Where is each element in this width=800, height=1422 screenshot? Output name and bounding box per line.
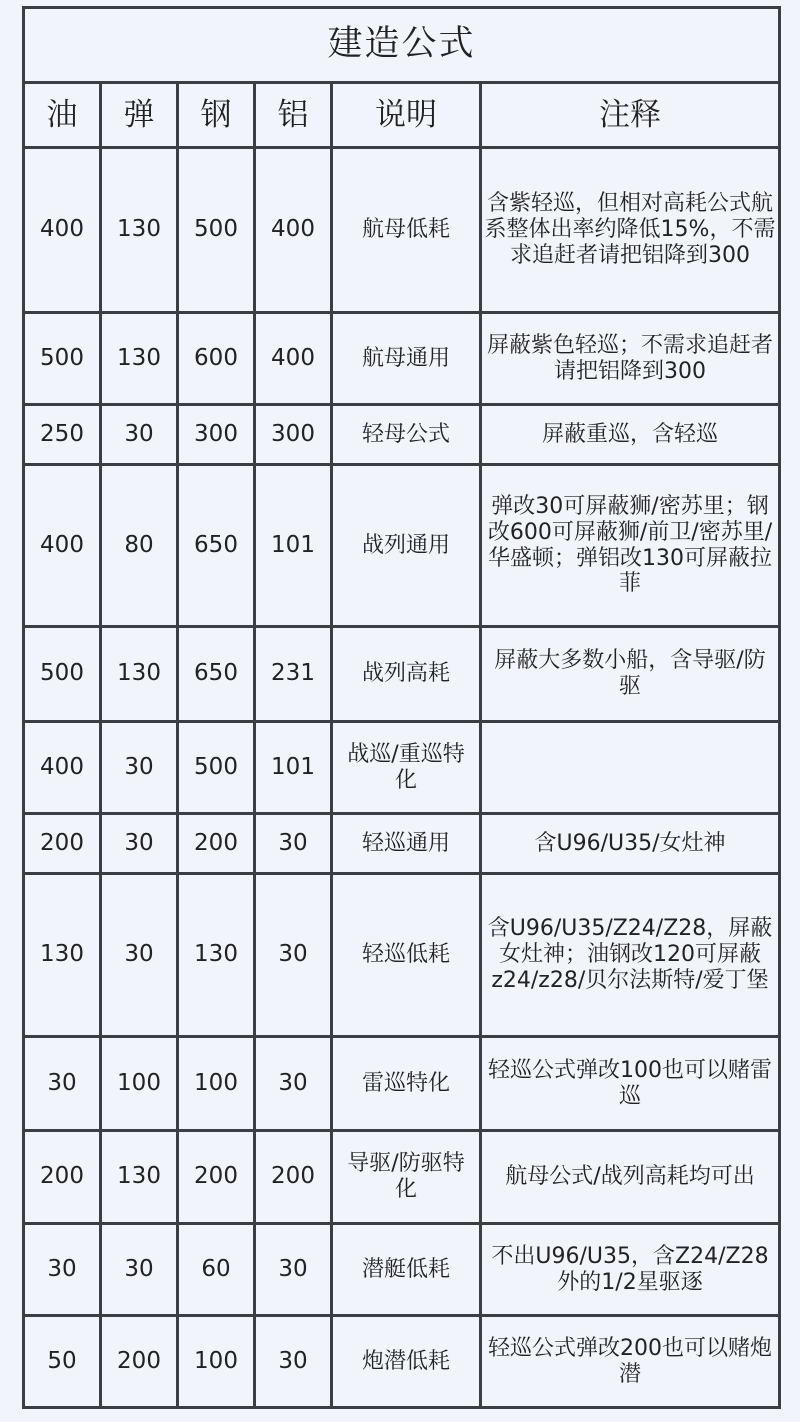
cell-oil: 500 (24, 313, 101, 405)
cell-note: 弹改30可屏蔽狮/密苏里；钢改600可屏蔽狮/前卫/密苏里/华盛顿；弹铝改130可屏蔽拉菲 (481, 465, 780, 627)
cell-note: 含U96/U35/Z24/Z28，屏蔽女灶神；油钢改120可屏蔽z24/z28/贝尔法斯特/爱丁堡 (481, 874, 780, 1037)
cell-bauxite: 30 (255, 814, 332, 874)
cell-description: 战列通用 (332, 465, 481, 627)
cell-oil: 250 (24, 405, 101, 465)
cell-bauxite: 300 (255, 405, 332, 465)
header-description: 说明 (332, 83, 481, 148)
cell-steel: 200 (178, 1131, 255, 1224)
cell-note: 不出U96/U35，含Z24/Z28外的1/2星驱逐 (481, 1224, 780, 1316)
cell-note: 含U96/U35/女灶神 (481, 814, 780, 874)
table-row (24, 148, 780, 313)
cell-bauxite: 231 (255, 627, 332, 722)
cell-oil: 30 (24, 1224, 101, 1316)
cell-oil: 400 (24, 465, 101, 627)
header-ammo: 弹 (101, 83, 178, 148)
cell-bauxite: 400 (255, 148, 332, 313)
cell-steel: 100 (178, 1037, 255, 1131)
table-row (24, 1316, 780, 1408)
cell-steel: 200 (178, 814, 255, 874)
table-row (24, 874, 780, 1037)
cell-steel: 100 (178, 1316, 255, 1408)
header-oil: 油 (24, 83, 101, 148)
cell-note: 屏蔽大多数小船，含导驱/防驱 (481, 627, 780, 722)
cell-note (481, 722, 780, 814)
cell-ammo: 200 (101, 1316, 178, 1408)
cell-ammo: 130 (101, 627, 178, 722)
cell-note: 轻巡公式弹改200也可以赌炮潜 (481, 1316, 780, 1408)
cell-steel: 600 (178, 313, 255, 405)
cell-steel: 650 (178, 465, 255, 627)
cell-description: 炮潜低耗 (332, 1316, 481, 1408)
table-row (24, 405, 780, 465)
header-steel: 钢 (178, 83, 255, 148)
cell-steel: 500 (178, 722, 255, 814)
cell-description: 轻巡低耗 (332, 874, 481, 1037)
cell-description: 雷巡特化 (332, 1037, 481, 1131)
cell-description: 航母低耗 (332, 148, 481, 313)
table-container (22, 6, 778, 1422)
cell-ammo: 30 (101, 722, 178, 814)
cell-note: 屏蔽紫色轻巡；不需求追赶者请把铝降到300 (481, 313, 780, 405)
cell-ammo: 130 (101, 1131, 178, 1224)
cell-ammo: 100 (101, 1037, 178, 1131)
cell-bauxite: 30 (255, 1316, 332, 1408)
cell-note: 航母公式/战列高耗均可出 (481, 1131, 780, 1224)
cell-ammo: 30 (101, 405, 178, 465)
cell-description: 潜艇低耗 (332, 1224, 481, 1316)
cell-ammo: 30 (101, 814, 178, 874)
table-row (24, 627, 780, 722)
cell-steel: 130 (178, 874, 255, 1037)
cell-description: 战列高耗 (332, 627, 481, 722)
cell-steel: 500 (178, 148, 255, 313)
table-row (24, 722, 780, 814)
cell-ammo: 130 (101, 148, 178, 313)
cell-oil: 500 (24, 627, 101, 722)
cell-steel: 650 (178, 627, 255, 722)
header-note: 注释 (481, 83, 780, 148)
cell-bauxite: 101 (255, 722, 332, 814)
table-row (24, 814, 780, 874)
cell-ammo: 130 (101, 313, 178, 405)
build-formula-table (22, 6, 781, 1409)
cell-bauxite: 30 (255, 1224, 332, 1316)
table-row (24, 1224, 780, 1316)
cell-oil: 200 (24, 1131, 101, 1224)
cell-oil: 130 (24, 874, 101, 1037)
table-row (24, 465, 780, 627)
table-title: 建造公式 (24, 8, 780, 83)
cell-steel: 300 (178, 405, 255, 465)
cell-description: 导驱/防驱特化 (332, 1131, 481, 1224)
cell-description: 轻巡通用 (332, 814, 481, 874)
cell-note: 含紫轻巡，但相对高耗公式航系整体出率约降低15%，不需求追赶者请把铝降到300 (481, 148, 780, 313)
cell-bauxite: 30 (255, 1037, 332, 1131)
cell-description: 轻母公式 (332, 405, 481, 465)
table-row (24, 1131, 780, 1224)
table-row (24, 313, 780, 405)
cell-steel: 60 (178, 1224, 255, 1316)
cell-description: 战巡/重巡特化 (332, 722, 481, 814)
header-bauxite: 铝 (255, 83, 332, 148)
cell-description: 航母通用 (332, 313, 481, 405)
cell-bauxite: 30 (255, 874, 332, 1037)
cell-oil: 200 (24, 814, 101, 874)
table-row (24, 1037, 780, 1131)
cell-note: 轻巡公式弹改100也可以赌雷巡 (481, 1037, 780, 1131)
cell-note: 屏蔽重巡，含轻巡 (481, 405, 780, 465)
cell-oil: 50 (24, 1316, 101, 1408)
cell-oil: 400 (24, 722, 101, 814)
cell-bauxite: 101 (255, 465, 332, 627)
cell-ammo: 30 (101, 874, 178, 1037)
cell-bauxite: 400 (255, 313, 332, 405)
cell-ammo: 30 (101, 1224, 178, 1316)
cell-oil: 30 (24, 1037, 101, 1131)
cell-ammo: 80 (101, 465, 178, 627)
cell-oil: 400 (24, 148, 101, 313)
cell-bauxite: 200 (255, 1131, 332, 1224)
